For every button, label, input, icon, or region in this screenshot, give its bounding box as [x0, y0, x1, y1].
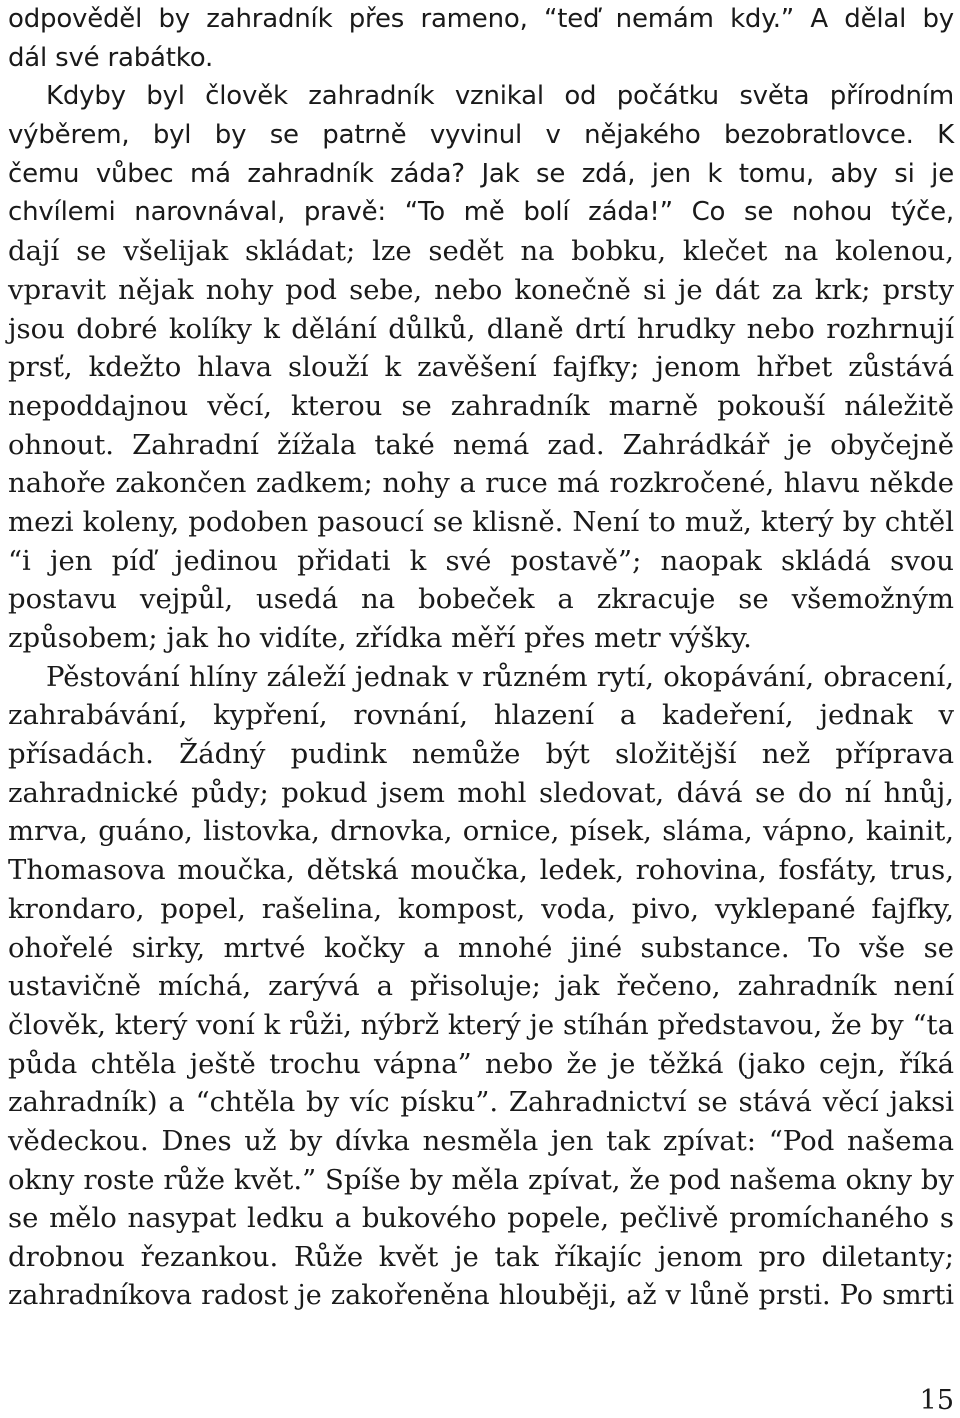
text-line: člověk, který voní k růži, nýbrž který je stíhán představou, že by “ta — [8, 1008, 954, 1041]
text-line: dál své rabátko. — [8, 42, 214, 73]
text-line: výběrem, byl by se patrně vyvinul v nějakého bezobratlovce. K — [8, 120, 954, 151]
text-line: vědeckou. Dnes už by dívka nesměla jen tak zpívat: “Pod našema — [8, 1124, 954, 1157]
text-line: prsť, kdežto hlava slouží k zavěšení fajfky; jenom hřbet zůstává — [8, 351, 954, 384]
text-line: ohořelé sirky, mrtvé kočky a mnohé jiné substance. To vše se — [8, 931, 954, 964]
text-line: přísadách. Žádný pudink nemůže být složitější než příprava — [8, 738, 954, 771]
text-line: zahradník) a “chtěla by víc písku”. Zahradnictví se stává věcí jaksi — [8, 1086, 954, 1119]
text-line: krondaro, popel, rašelina, kompost, voda, pivo, vyklepané fajfky, — [8, 892, 954, 925]
text-line: Kdyby byl člověk zahradník vznikal od počátku světa přírodním — [46, 81, 954, 112]
text-line: Thomasova moučka, dětská moučka, ledek, rohovina, fosfáty, trus, — [8, 854, 954, 887]
text-line: vpravit nějak nohy pod sebe, nebo konečně si je dát za krk; prsty — [8, 273, 954, 306]
text-line: nahoře zakončen zadkem; nohy a ruce má rozkročené, hlavu někde — [8, 467, 954, 500]
text-line: mrva, guáno, listovka, drnovka, ornice, písek, sláma, vápno, kainit, — [8, 815, 954, 848]
text-line: Pěstování hlíny záleží jednak v různém rytí, okopávání, obracení, — [46, 660, 954, 693]
text-line: nepoddajnou věcí, kterou se zahradník marně pokouší náležitě — [8, 389, 954, 422]
text-line: dají se všelijak skládat; lze sedět na bobku, klečet na kolenou, — [8, 235, 954, 268]
document-page — [8, 0, 954, 1418]
text-line: ohnout. Zahradní žížala také nemá zad. Zahrádkář je obyčejně — [8, 428, 954, 461]
page-number: 15 — [919, 1385, 954, 1416]
text-line: okny roste růže květ.” Spíše by měla zpívat, že pod našema okny by — [8, 1163, 954, 1196]
text-line: způsobem; jak ho vidíte, zřídka měří přes metr výšky. — [8, 622, 752, 654]
text-line: odpověděl by zahradník přes rameno, “teď nemám kdy.” A dělal by — [8, 4, 954, 34]
text-line: drobnou řezankou. Růže květ je tak říkajíc jenom pro diletanty; — [8, 1241, 954, 1273]
text-line: “i jen píď jedinou přidati k své postavě”; naopak skládá svou — [8, 544, 954, 577]
text-line: zahradnické půdy; pokud jsem mohl sledovat, dává se do ní hnůj, — [8, 776, 954, 809]
text-line: půda chtěla ještě trochu vápna” nebo že je těžká (jako cejn, říká — [8, 1047, 954, 1080]
text-line: postavu vejpůl, usedá na bobeček a zkracuje se všemožným — [8, 583, 954, 616]
text-line: zahrabávání, kypření, rovnání, hlazení a kadeření, jednak v — [8, 699, 954, 732]
text-line: mezi koleny, podoben pasoucí se klisně. Není to muž, který by chtěl — [8, 505, 954, 538]
text-line: jsou dobré kolíky k dělání důlků, dlaně drtí hrudky nebo rozhrnují — [8, 312, 954, 345]
text-line: čemu vůbec má zahradník záda? Jak se zdá, jen k tomu, aby si je — [8, 158, 954, 189]
text-line: se mělo nasypat ledku a bukového popele, pečlivě promíchaného s — [8, 1202, 954, 1235]
text-line: chvílemi narovnával, pravě: “To mě bolí záda!” Co se nohou týče, — [8, 197, 954, 228]
text-line: zahradníkova radost je zakořeněna hlouběji, až v lůně prsti. Po smrti — [8, 1279, 954, 1311]
text-line: ustavičně míchá, zarývá a přisoluje; jak řečeno, zahradník není — [8, 970, 954, 1003]
